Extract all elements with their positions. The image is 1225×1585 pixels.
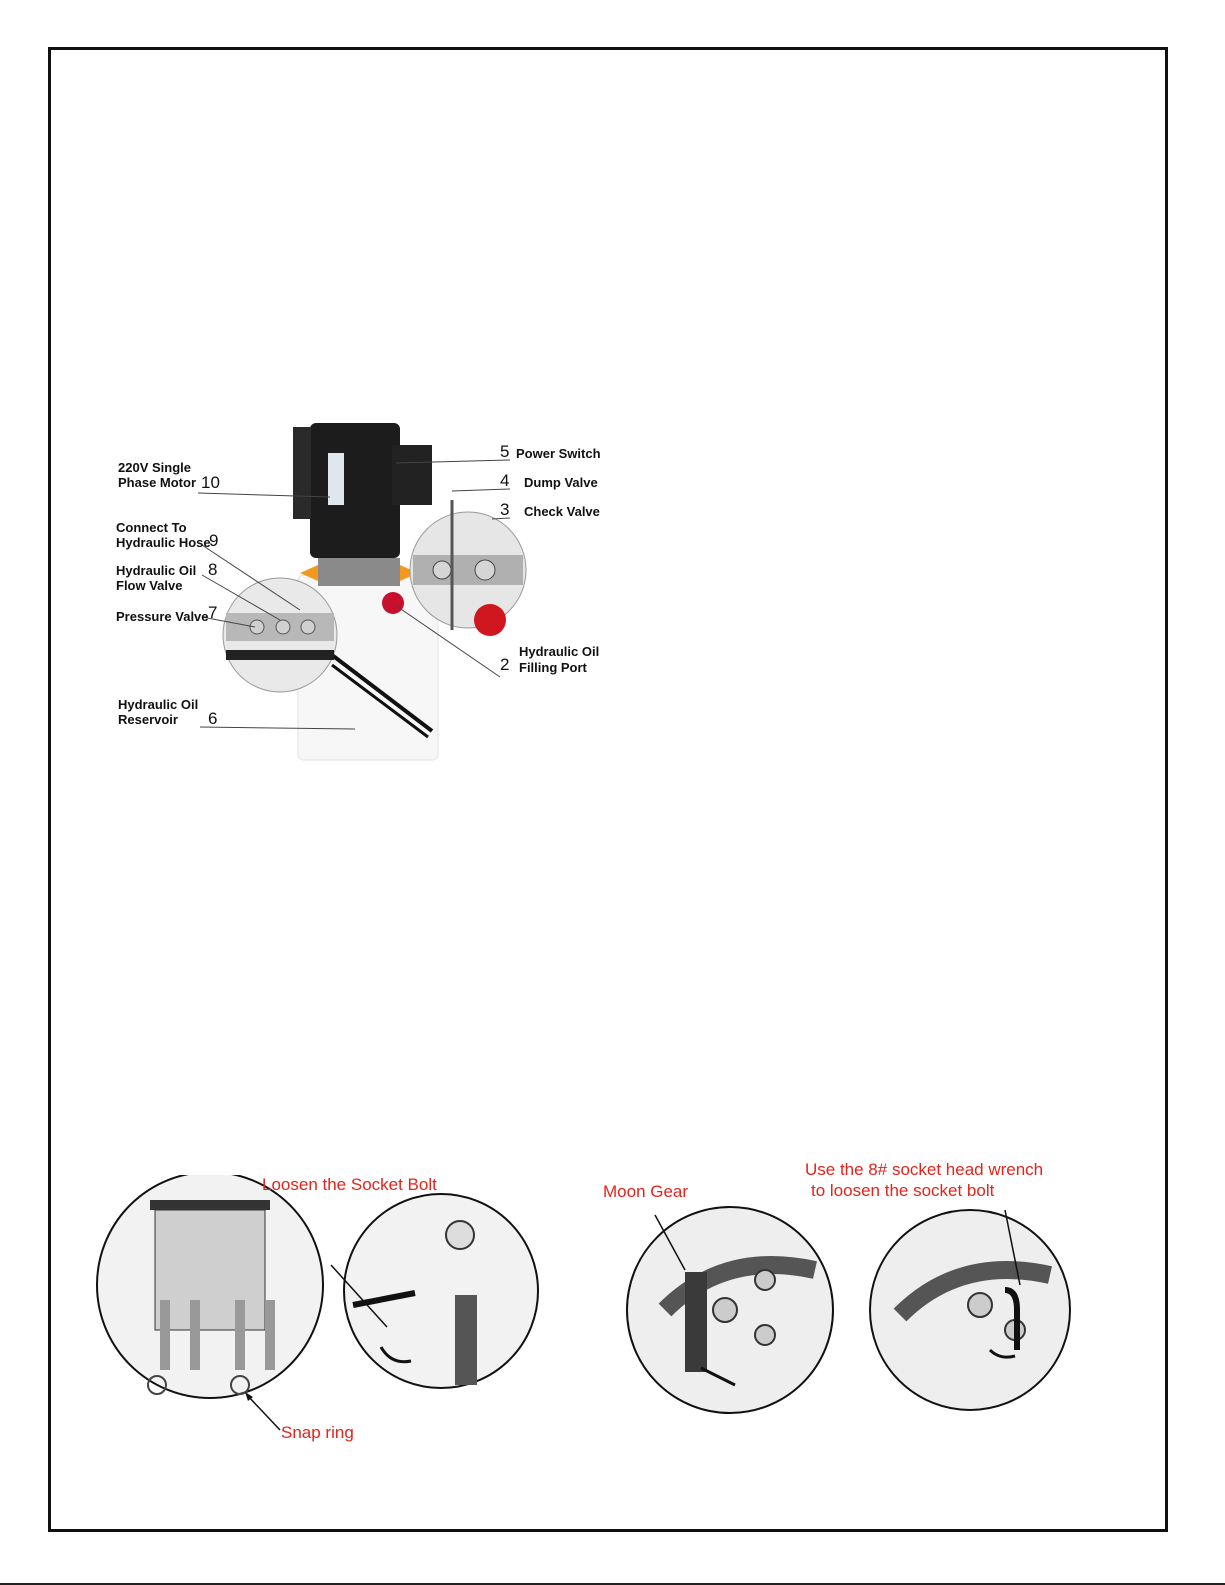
label-8-number: 8 (208, 560, 218, 579)
switch-box (392, 445, 432, 505)
label-power-switch: Power Switch (516, 446, 601, 461)
label-3-number: 3 (500, 500, 510, 519)
filler-cap (382, 592, 404, 614)
manifold (318, 558, 400, 586)
label-pressure-valve: Pressure Valve (116, 609, 209, 624)
label-7-number: 7 (208, 603, 218, 622)
label-motor-line2: Phase Motor (118, 475, 197, 490)
label-reservoir-line2: Reservoir (118, 712, 178, 727)
label-reservoir-line1: Hydraulic Oil (118, 697, 199, 712)
socket-bolt-illustration (95, 1175, 555, 1450)
label-9-number: 9 (209, 531, 219, 550)
motor-body (310, 423, 400, 558)
caption-wrench-line1: Use the 8# socket head wrench (805, 1160, 1044, 1179)
label-check-valve: Check Valve (524, 504, 600, 519)
caption-loosen-socket-bolt: Loosen the Socket Bolt (262, 1175, 437, 1194)
detail-circle-right (344, 1194, 538, 1388)
label-hose-line1: Connect To (116, 520, 187, 535)
caption-wrench-line2: to loosen the socket bolt (811, 1181, 995, 1200)
label-flow-line1: Hydraulic Oil (116, 563, 197, 578)
magnifier-filler-cap (474, 604, 506, 636)
label-filling-line2: Filling Port (519, 660, 587, 675)
motor-label (328, 453, 344, 505)
label-filling-line1: Hydraulic Oil (519, 644, 600, 659)
label-hose-line2: Hydraulic Hose (116, 535, 211, 550)
label-5-number: 5 (500, 442, 510, 461)
socket-bolt-drawing (95, 1175, 555, 1450)
label-6-number: 6 (208, 709, 218, 728)
label-motor-line1: 220V Single (118, 460, 191, 475)
hydraulic-pump-diagram (100, 415, 610, 775)
label-flow-line2: Flow Valve (116, 578, 183, 593)
label-4-number: 4 (500, 471, 510, 490)
label-10-number: 10 (201, 473, 220, 492)
mount-bracket (293, 427, 311, 519)
moon-gear-illustration (595, 1160, 1075, 1425)
caption-moon-gear: Moon Gear (603, 1182, 689, 1201)
label-dump-valve: Dump Valve (524, 475, 598, 490)
magnifier-right-block (413, 555, 523, 585)
caption-snap-ring: Snap ring (281, 1423, 354, 1442)
label-2-number: 2 (500, 655, 510, 674)
